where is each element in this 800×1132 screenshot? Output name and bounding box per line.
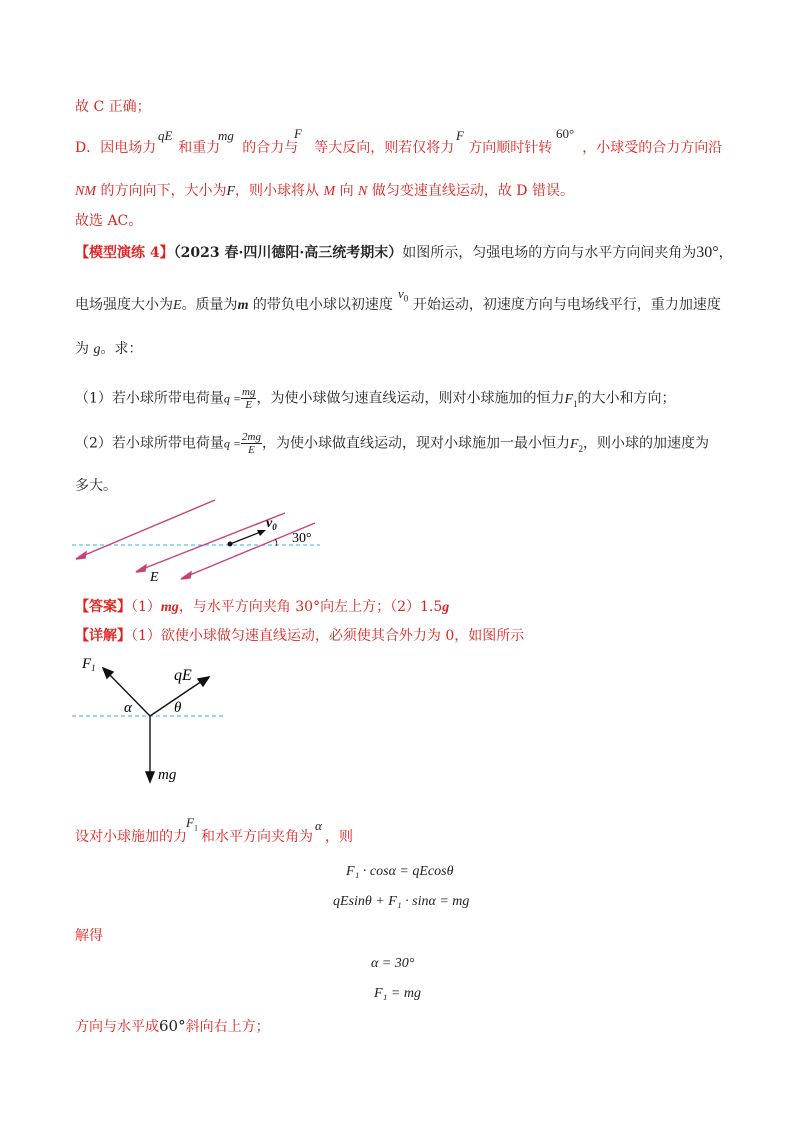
sub: 2 <box>578 443 584 454</box>
text-seg: 为 <box>75 341 94 357</box>
text-seg: 等大反向，则若仅将力 <box>314 140 455 156</box>
num: mg <box>242 386 256 398</box>
text-seg: 斜向右上方； <box>185 1019 270 1035</box>
angle-60: 60° <box>159 1017 186 1035</box>
text-seg: 和重力 <box>178 140 221 156</box>
text-seg: 方向顺时针转 <box>468 140 553 156</box>
F2 <box>570 437 583 452</box>
v0-label: $v_0$ <box>266 516 277 532</box>
sup-alpha: α <box>315 818 322 833</box>
sup-F: F <box>294 126 302 141</box>
answer-mg: mg <box>160 600 179 615</box>
fraction-mg-E <box>241 386 256 411</box>
E-label: E <box>150 570 159 585</box>
sub: 1 <box>193 823 198 833</box>
answer-line <box>75 598 449 617</box>
text-seg: （1）若小球所带电荷量 <box>75 390 224 407</box>
text-seg: 向 <box>335 183 359 199</box>
text-seg: ，小球受的合力方向沿 <box>582 140 723 156</box>
option-d-line2 <box>75 182 574 201</box>
answer-g: g <box>442 600 450 615</box>
problem-line1: 【模型演练 4】（2023 春·四川德阳·高三统考期末）如图所示，匀强电场的方向与水平方向间夹角为30°， <box>75 244 733 261</box>
alpha-label: α <box>124 700 132 716</box>
qE-arrowhead <box>198 677 209 686</box>
text-seg: ，则小球的加速度为 <box>583 435 710 452</box>
text-seg: 的带负电小球以初速度 <box>248 297 393 313</box>
question-1 <box>75 386 676 412</box>
question-2 <box>75 431 709 457</box>
text-seg: ，则小球将从 <box>235 183 324 199</box>
question-2-cont: 多大。 <box>75 478 117 494</box>
text-seg: 电场强度大小为 <box>75 297 173 313</box>
fraction-2mg-E <box>241 431 262 456</box>
text-seg: 的方向向下，大小为 <box>96 183 227 199</box>
den: E <box>248 444 255 456</box>
problem-line3 <box>75 340 142 359</box>
answer-tag: 【答案】 <box>75 599 131 615</box>
sup-60: 60° <box>556 126 575 141</box>
detail-line <box>75 627 524 645</box>
field-diagram <box>70 495 330 590</box>
text-seg: 和水平方向夹角为 <box>201 829 313 845</box>
text-seg: NM <box>75 184 96 199</box>
problem-source: （2023 春·四川德阳·高三统考期末） <box>173 245 403 261</box>
var-E: E <box>173 298 182 313</box>
equation-1: F₁ · cosα = qEcosθ <box>346 864 454 879</box>
text-seg: （1） <box>131 599 161 615</box>
sub: 0 <box>403 293 409 304</box>
angle-30: 30° <box>696 244 719 261</box>
problem-tag: 【模型演练 4】 <box>75 245 174 261</box>
equation-4: F₁ = mg <box>374 986 421 1001</box>
var-g: g <box>93 342 101 357</box>
text-seg: 设对小球施加的力 <box>75 829 187 845</box>
sup-F1 <box>186 815 198 833</box>
text-seg: 。求： <box>100 341 143 357</box>
detail-tag: 【详解】 <box>75 628 131 644</box>
den: E <box>245 399 253 411</box>
detail-text: （1）欲使小球做匀速直线运动，必须使其合外力为 0，如图所示 <box>131 628 525 644</box>
text-seg: ，与水平方向夹角 30°向左上方；（2）1.5 <box>178 599 443 615</box>
text-seg: 做匀变速直线运动，故 D 错误。 <box>367 183 574 199</box>
field-arrow-2 <box>136 565 146 572</box>
field-line-2 <box>140 513 285 570</box>
text-seg: 方向与水平成 <box>75 1019 159 1035</box>
q-label: q = <box>223 391 242 406</box>
text-seg: ，为使小球做直线运动，现对小球施加一最小恒力 <box>261 435 570 452</box>
text-seg: ，为使小球做匀速直线运动，则对小球施加的恒力 <box>256 390 565 407</box>
v: v <box>398 286 404 301</box>
text-seg: （2）若小球所带电荷量 <box>75 435 224 452</box>
answer-choice: 故选 AC。 <box>75 213 143 229</box>
direction-line <box>75 1017 270 1036</box>
text-seg: 。质量为 <box>181 297 238 313</box>
sup-v0 <box>398 286 408 304</box>
text-seg: D．因电场力 <box>75 140 157 156</box>
mg-label: mg <box>158 767 177 783</box>
force-diagram <box>70 650 240 790</box>
field-arrow-1 <box>76 552 86 559</box>
text-seg: 的合力与 <box>242 140 299 156</box>
F1-label: $F_1$ <box>82 656 96 673</box>
text-seg: 开始运动，初速度方向与电场线平行，重力加速度 <box>412 297 721 313</box>
equation-2: qEsinθ + F₁ · sinα = mg <box>333 894 470 909</box>
mg-arrowhead <box>146 772 154 782</box>
sup-F2: F <box>456 128 464 143</box>
field-arrow-3 <box>181 572 191 579</box>
theta-label: θ <box>174 700 182 716</box>
num: 2mg <box>242 431 261 443</box>
angle-label: 30° <box>292 531 312 546</box>
text-seg: 的大小和方向； <box>577 390 676 407</box>
qE-label: qE <box>174 667 192 684</box>
q-label: q = <box>223 436 242 451</box>
sup-mg: mg <box>218 128 234 143</box>
F: F <box>186 815 194 830</box>
text-seg: M <box>323 184 336 199</box>
text-seg: N <box>358 184 368 199</box>
var-m: m <box>237 298 249 313</box>
setup-line <box>75 828 353 846</box>
conclusion-c-line: 故 C 正确； <box>75 99 151 115</box>
jiede-label: 解得 <box>75 928 103 944</box>
F1 <box>564 392 577 407</box>
equation-3: α = 30° <box>371 956 415 971</box>
F: F <box>569 436 579 452</box>
F: F <box>564 391 574 407</box>
text-seg: 如图所示，匀强电场的方向与水平方向间夹角为 <box>402 245 697 261</box>
sub: 1 <box>573 398 578 409</box>
text-seg: ，则 <box>325 829 353 845</box>
sup-qE: qE <box>158 128 173 143</box>
text-seg: F <box>226 184 236 199</box>
